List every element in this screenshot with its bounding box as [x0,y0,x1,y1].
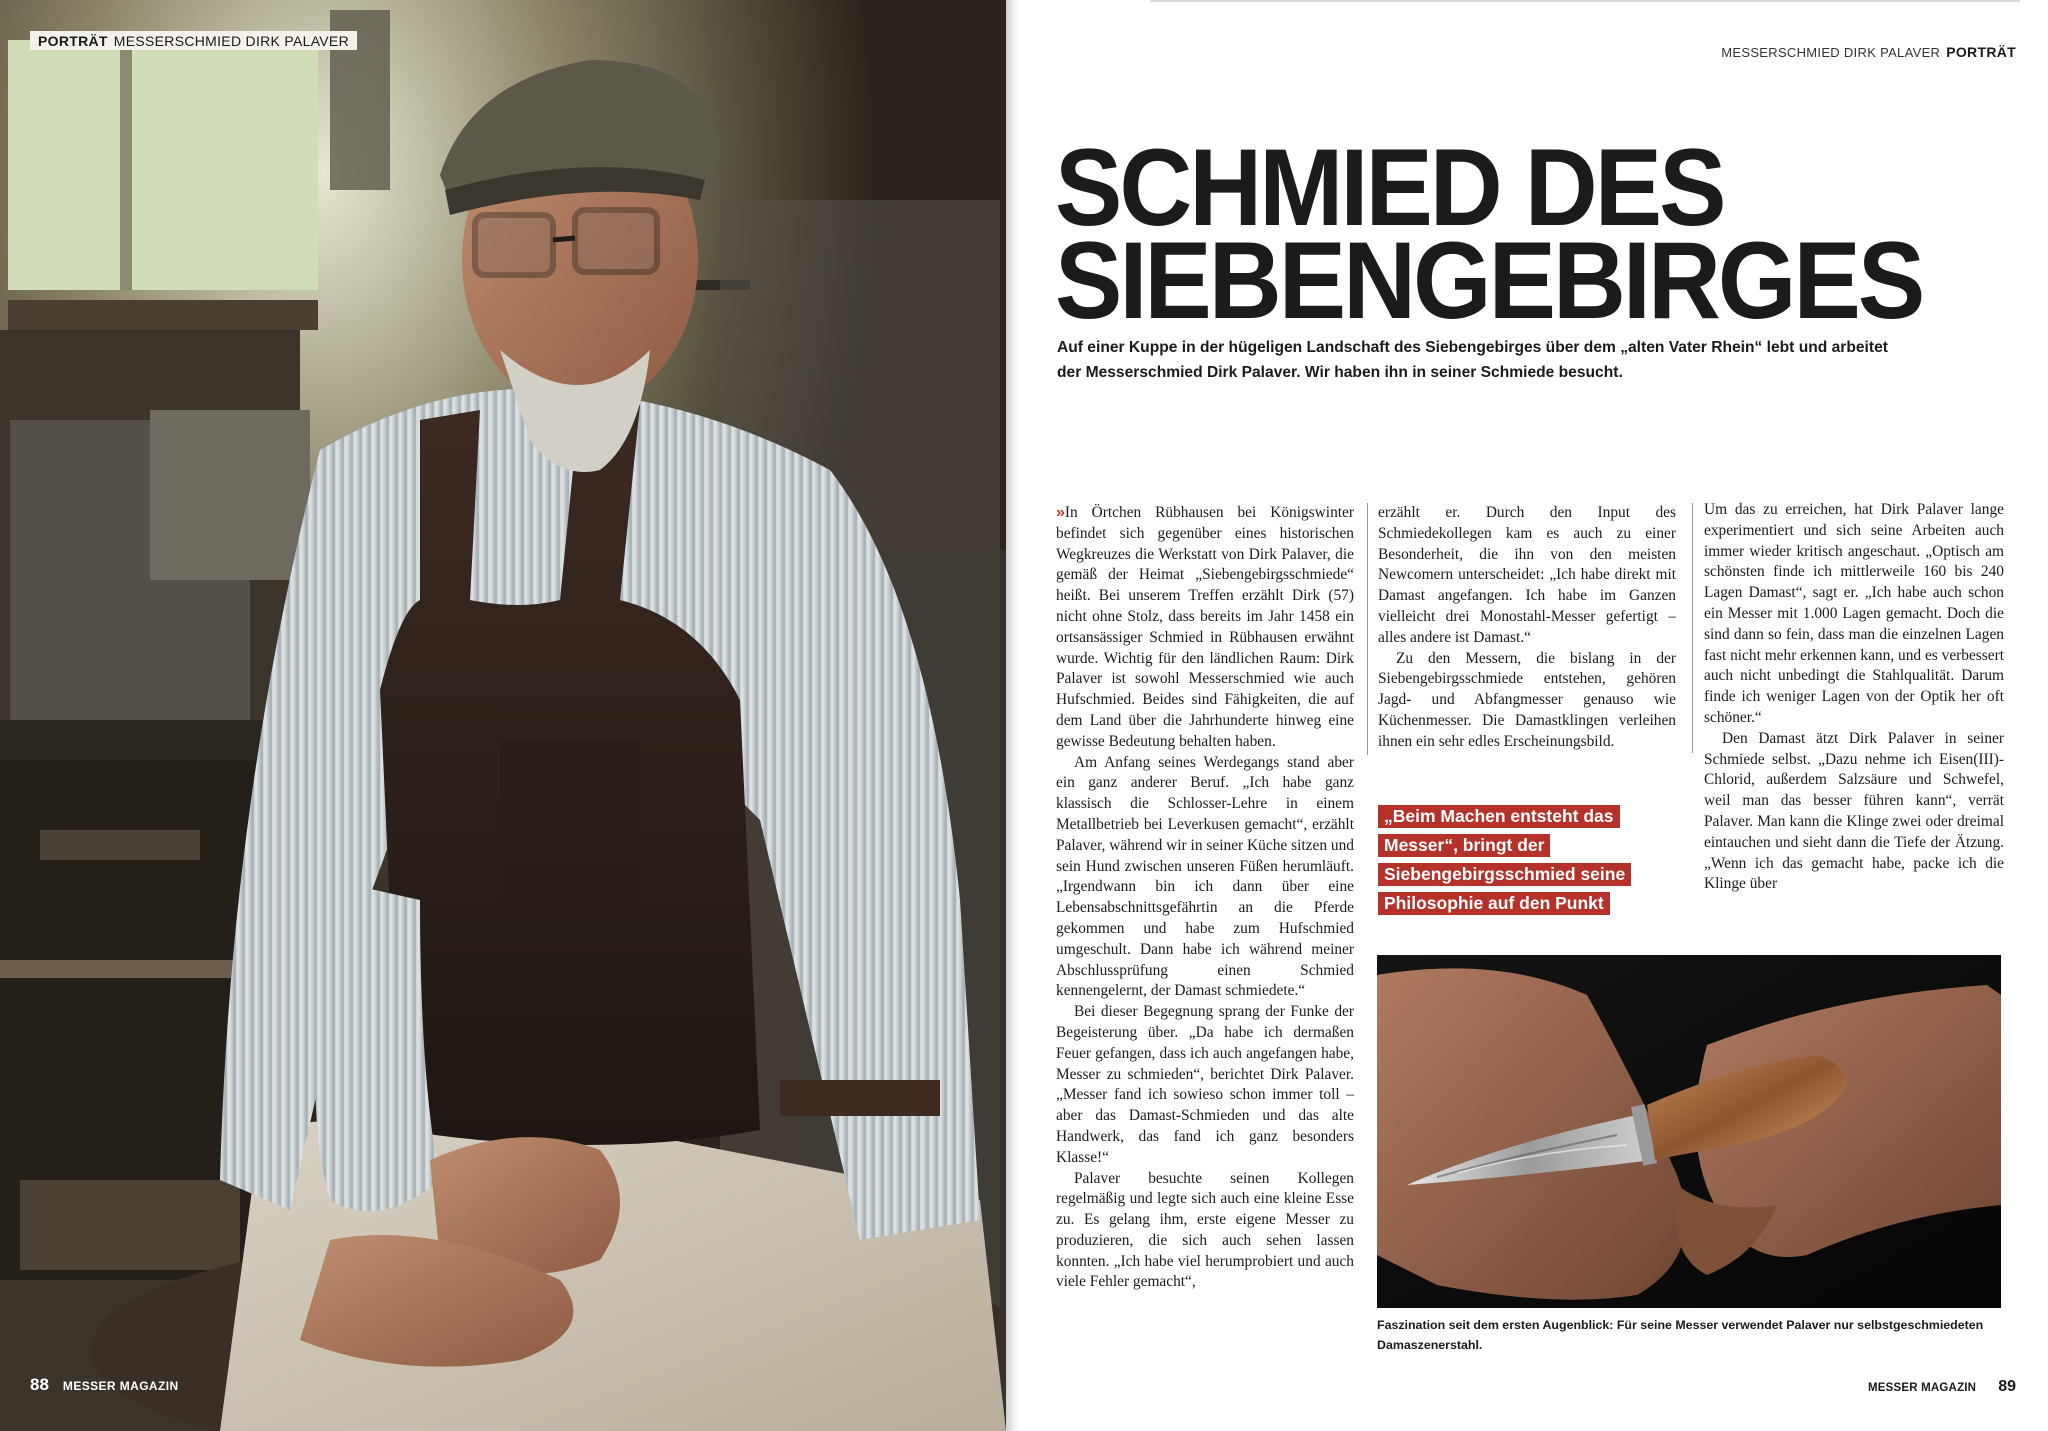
left-page [0,0,1006,1431]
magazine-name-left: MESSER MAGAZIN [62,1379,179,1393]
spread-gutter [1006,0,1020,1431]
paragraph: Am Anfang seines Werdegangs stand aber ein ganz anderer Beruf. „Ich habe ganz klassisch die Schlosser-Lehre in einem Metallbetrieb bei Leverkusen gemacht“, erzählt Palaver, während wir in seiner Küche sitzen und sein Hund zwischen unseren Füßen herumläuft. „Irgendwann bin ich dann über eine Lebensabschnittsgefährtin an die Pferde gekommen und habe zum Hufschmied umgeschult. Dann habe ich während meiner Abschlussprüfung einen Schmied kennengelernt, der Damast schmiedete.“ [1056,753,1354,1000]
section-label: PORTRÄT [38,33,108,49]
pull-quote-text: „Beim Machen entsteht das Messer“, bringt der Siebengebirgsschmied seine Philosophie auf den Punkt [1378,805,1631,915]
headline-line-2: SIEBENGEBIRGES [1055,220,1923,342]
section-subject: MESSERSCHMIED DIRK PALAVER [113,33,349,49]
page-number-right: 89 [1998,1378,2016,1395]
paragraph [1056,503,1354,753]
knife-in-hands-image [1377,955,2001,1308]
photo-caption: Faszination seit dem ersten Augenblick: Für seine Messer verwendet Palaver nur selbstgeschmiedeten Damaszenerstahl. [1377,1318,1984,1352]
column-divider [1367,503,1368,755]
section-subject: MESSERSCHMIED DIRK PALAVER [1721,45,1941,60]
section-label: PORTRÄT [1946,44,2016,60]
paragraph-text: In Örtchen Rübhausen bei Königswinter befindet sich gegenüber eines historischen Wegkreuzes die Werkstatt von Dirk Palaver, die gemäß der Heimat „Siebengebirgsschmiede“ heißt. Bei unserem Treffen erzählt Dirk (57) nicht ohne Stolz, dass bereits im Jahr 1458 ein ortsansässiger Schmied in Rübhausen erwähnt wurde. Wichtig für den ländlichen Raum: Dirk Palaver ist sowohl Messerschmied wie auch Hufschmied. Beides sind Fähigkeiten, die auf dem Land über die Jahrhunderte hinweg eine gewisse Bedeutung behalten haben. [1056,504,1354,750]
top-rule [1150,0,2020,2]
headline-line-1: SCHMIED DES [1055,127,1724,249]
paragraph: Den Damast ätzt Dirk Palaver in seiner Schmiede selbst. „Dazu nehme ich Eisen(III)-Chlorid, außerdem Salzsäure und Schwefel, weil man das besser führen kann“, verrät Palaver. Man kann die Klinge zwei oder dreimal eintauchen und sieht dann die Tiefe der Ätzung. „Wenn ich das gemacht habe, packe ich die Klinge über [1704,729,2004,893]
magazine-name-right: MESSER MAGAZIN [1867,1382,1977,1394]
portrait-photo [0,0,1006,1431]
paragraph: Bei dieser Begegnung sprang der Funke der Begeisterung über. „Da habe ich dermaßen Feuer gefangen, dass ich auch angefangen habe, Messer zu schmieden“, berichtet Dirk Palaver. „Messer fand ich sowieso schon immer toll – aber das Damast-Schmieden und das alte Handwerk, das fand ich ganz besonders Klasse!“ [1056,1003,1354,1166]
headline [1055,127,2015,342]
paragraph: Zu den Messern, die bislang in der Siebengebirgsschmiede entstehen, gehören Jagd- und Abfangmesser genauso wie Küchenmesser. Die Damastklingen verleihen ihnen ein sehr edles Erscheinungsbild. [1378,649,1676,750]
text-column-2 [1378,503,1676,753]
paragraph: erzählt er. Durch den Input des Schmiedekollegen kam es auch zu einer Besonderheit, die ihn von den meisten Newcomern unterscheidet: „Ich habe direkt mit Damast angefangen. Ich habe im Ganzen vielleicht drei Monostahl-Messer gefertigt – alles andere ist Damast.“ [1378,504,1676,646]
lead-line-1: Auf einer Kuppe in der hügeligen Landschaft des Siebengebirges über dem „alten Vater Rhein“ lebt und arbeitet [1057,339,1888,356]
lead-line-2: der Messerschmied Dirk Palaver. Wir haben ihn in seiner Schmiede besucht. [1057,364,1623,381]
knife-photo [1377,955,2001,1308]
text-column-3 [1704,500,2004,895]
pull-quote [1378,802,1678,918]
text-column-1 [1056,503,1354,1293]
lead-paragraph [1057,335,1977,385]
paragraph: Um das zu erreichen, hat Dirk Palaver lange experimentiert und sich seine Arbeiten auch immer wieder kritisch angeschaut. „Optisch am schönsten finde ich mittlerweile 160 bis 240 Lagen Damast“, sagt er. „Ich habe auch schon ein Messer mit 1.000 Lagen gemacht. Doch die sind dann so fein, dass man die einzelnen Lagen fast nicht mehr erkennen kann, und es verbessert auch nicht unbedingt die Stahlqualität. Darum finde ich weniger Lagen von der Optik her oft schöner.“ [1704,501,2005,726]
folio-right [1868,1378,2016,1396]
section-label-left [30,31,357,50]
folio-left [30,1375,179,1395]
start-marker-icon: » [1056,504,1062,521]
paragraph: Palaver besuchte seinen Kollegen regelmäßig und legte sich auch eine kleine Esse zu. Es gelang ihm, erste eigene Messer zu produzieren, die sich auch sehen lassen konnten. „Ich habe viel herumprobiert und auch viele Fehler gemacht“, [1056,1169,1354,1291]
column-divider [1692,503,1693,753]
page-number-left: 88 [30,1375,49,1394]
section-label-right [1721,44,2016,60]
